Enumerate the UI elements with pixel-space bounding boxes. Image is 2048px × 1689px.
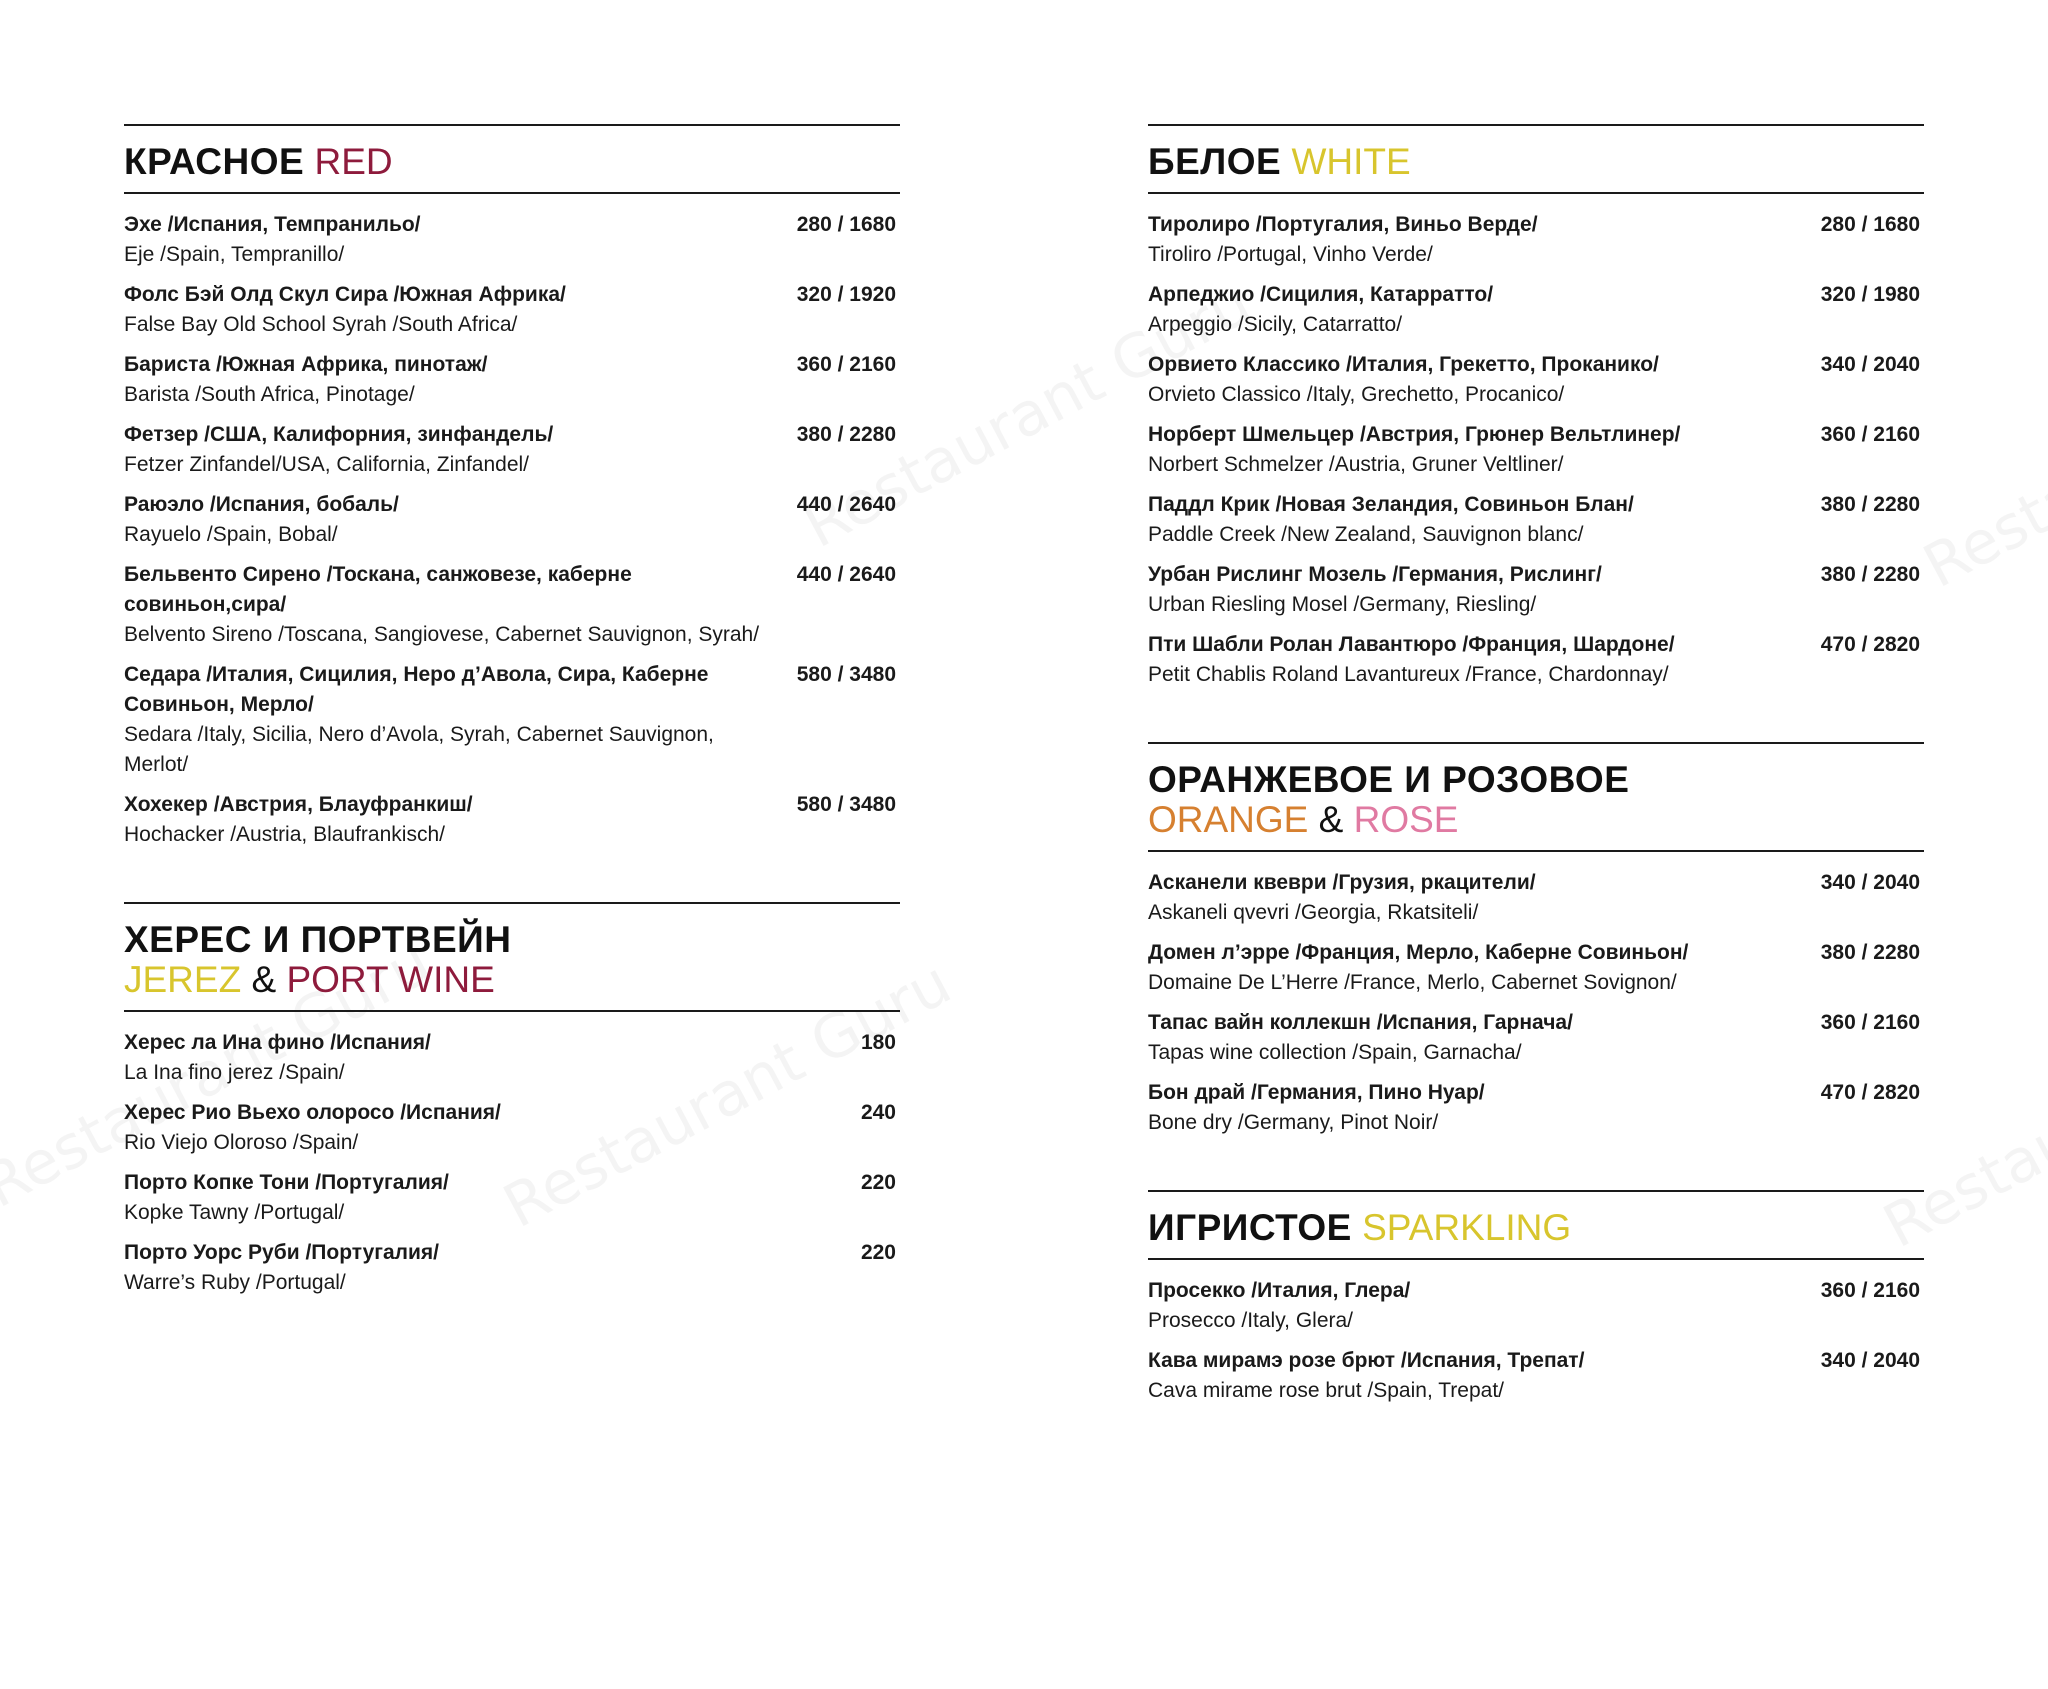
- wine-name-ru: Урбан Рислинг Мозель /Германия, Рислинг/: [1148, 563, 1602, 586]
- wine-item: [124, 210, 900, 270]
- wine-list: [1148, 1260, 1924, 1406]
- wine-name-ru: Бельвенто Сирено /Тоскана, санжовезе, каберне совиньон,сира/: [124, 563, 632, 616]
- wine-name-en: Tiroliro /Portugal, Vinho Verde/: [1148, 243, 1433, 266]
- wine-name-ru: Тиролиро /Португалия, Виньо Верде/: [1148, 213, 1538, 236]
- wine-item: [1148, 490, 1924, 550]
- wine-names: [1148, 210, 1788, 270]
- wine-name-ru: Пти Шабли Ролан Лавантюро /Франция, Шардоне/: [1148, 633, 1675, 656]
- wine-item: [1148, 560, 1924, 620]
- title-en: WHITE: [1291, 141, 1411, 182]
- title-en-rose: ROSE: [1353, 799, 1459, 840]
- wine-price: 340 / 2040: [1820, 353, 1920, 376]
- wine-item: [1148, 630, 1924, 690]
- wine-name-en: Rayuelo /Spain, Bobal/: [124, 523, 338, 546]
- wine-name-ru: Кава мирамэ розе брют /Испания, Трепат/: [1148, 1349, 1585, 1372]
- wine-price: 320 / 1980: [1820, 283, 1920, 306]
- wine-names: [1148, 490, 1788, 550]
- wine-names: [1148, 1078, 1788, 1138]
- wine-price: 180: [860, 1031, 896, 1054]
- wine-item: [1148, 1276, 1924, 1336]
- wine-item: [1148, 1008, 1924, 1068]
- wine-item: [124, 350, 900, 410]
- title-ru: ХЕРЕС И ПОРТВЕЙН: [124, 919, 512, 960]
- title-amp: &: [1318, 799, 1344, 840]
- wine-price: 440 / 2640: [796, 563, 896, 586]
- wine-item: [124, 1028, 900, 1088]
- wine-name-en: Cava mirame rose brut /Spain, Trepat/: [1148, 1379, 1504, 1402]
- right-column: [1148, 124, 1924, 1458]
- wine-price: 220: [860, 1171, 896, 1194]
- wine-price: 360 / 2160: [1820, 1279, 1920, 1302]
- wine-names: [1148, 1346, 1788, 1406]
- wine-name-en: Orvieto Classico /Italy, Grechetto, Procanico/: [1148, 383, 1565, 406]
- section-title-sparkling: [1148, 1208, 1924, 1260]
- wine-names: [124, 790, 764, 850]
- wine-name-ru: Хохекер /Австрия, Блауфранкиш/: [124, 793, 473, 816]
- section-orange-rose: [1148, 742, 1924, 1138]
- section-title-white: [1148, 142, 1924, 194]
- wine-name-en: Sedara /Italy, Sicilia, Nero d’Avola, Syrah, Cabernet Sauvignon, Merlot/: [124, 723, 714, 776]
- wine-price: 470 / 2820: [1820, 1081, 1920, 1104]
- watermark-text: [1913, 308, 2048, 602]
- wine-item: [1148, 1078, 1924, 1138]
- wine-name-ru: Асканели квеври /Грузия, ркацители/: [1148, 871, 1536, 894]
- wine-name-en: Kopke Tawny /Portugal/: [124, 1201, 345, 1224]
- title-en: RED: [314, 141, 393, 182]
- wine-item: [1148, 868, 1924, 928]
- title-en: SPARKLING: [1362, 1207, 1572, 1248]
- wine-list: [124, 194, 900, 850]
- wine-item: [1148, 1346, 1924, 1406]
- wine-names: [124, 210, 764, 270]
- wine-name-en: Arpeggio /Sicily, Catarratto/: [1148, 313, 1403, 336]
- wine-names: [1148, 1008, 1788, 1068]
- wine-name-en: La Ina fino jerez /Spain/: [124, 1061, 345, 1084]
- title-ru: БЕЛОЕ: [1148, 141, 1282, 182]
- wine-names: [124, 280, 764, 340]
- wine-name-ru: Арпеджио /Сицилия, Катарратто/: [1148, 283, 1494, 306]
- wine-list: [1148, 852, 1924, 1138]
- wine-name-en: Fetzer Zinfandel/USA, California, Zinfandel/: [124, 453, 530, 476]
- wine-names: [1148, 560, 1788, 620]
- wine-item: [1148, 350, 1924, 410]
- section-sparkling: [1148, 1190, 1924, 1406]
- wine-item: [124, 1098, 900, 1158]
- wine-price: 360 / 2160: [1820, 423, 1920, 446]
- wine-item: [124, 280, 900, 340]
- wine-name-en: Askaneli qvevri /Georgia, Rkatsiteli/: [1148, 901, 1479, 924]
- wine-name-en: Rio Viejo Oloroso /Spain/: [124, 1131, 359, 1154]
- title-en-port: PORT WINE: [286, 959, 495, 1000]
- wine-list: [1148, 194, 1924, 690]
- wine-name-ru: Порто Копке Тони /Португалия/: [124, 1171, 449, 1194]
- wine-name-ru: Бариста /Южная Африка, пинотаж/: [124, 353, 488, 376]
- wine-name-en: Eje /Spain, Tempranillo/: [124, 243, 345, 266]
- wine-item: [1148, 210, 1924, 270]
- title-en-jerez: JEREZ: [124, 959, 242, 1000]
- wine-price: 360 / 2160: [796, 353, 896, 376]
- wine-name-ru: Норберт Шмельцер /Австрия, Грюнер Вельтлинер/: [1148, 423, 1681, 446]
- wine-name-ru: Просекко /Италия, Глера/: [1148, 1279, 1411, 1302]
- wine-item: [124, 490, 900, 550]
- wine-item: [124, 1168, 900, 1228]
- wine-name-ru: Фетзер /США, Калифорния, зинфандель/: [124, 423, 554, 446]
- wine-price: 380 / 2280: [796, 423, 896, 446]
- wine-item: [1148, 280, 1924, 340]
- section-title-jerez-port: [124, 920, 900, 1012]
- wine-price: 280 / 1680: [1820, 213, 1920, 236]
- wine-name-en: Petit Chablis Roland Lavantureux /France, Chardonnay/: [1148, 663, 1669, 686]
- wine-price: 240: [860, 1101, 896, 1124]
- wine-name-en: Bone dry /Germany, Pinot Noir/: [1148, 1111, 1439, 1134]
- wine-price: 440 / 2640: [796, 493, 896, 516]
- wine-name-en: Paddle Creek /New Zealand, Sauvignon blanc/: [1148, 523, 1584, 546]
- wine-name-en: Urban Riesling Mosel /Germany, Riesling/: [1148, 593, 1537, 616]
- wine-price: 380 / 2280: [1820, 941, 1920, 964]
- title-en-orange: ORANGE: [1148, 799, 1309, 840]
- wine-names: [1148, 280, 1788, 340]
- wine-names: [1148, 630, 1788, 690]
- wine-item: [1148, 938, 1924, 998]
- wine-name-en: Hochacker /Austria, Blaufrankisch/: [124, 823, 445, 846]
- section-title-orange-rose: [1148, 760, 1924, 852]
- wine-list: [124, 1012, 900, 1298]
- wine-names: [124, 560, 764, 650]
- wine-name-ru: Седара /Италия, Сицилия, Неро д’Авола, Сира, Каберне Совиньон, Мерло/: [124, 663, 709, 716]
- wine-names: [124, 1168, 764, 1228]
- section-title-red: [124, 142, 900, 194]
- wine-item: [1148, 420, 1924, 480]
- wine-names: [124, 1098, 764, 1158]
- wine-name-ru: Фолс Бэй Олд Скул Сира /Южная Африка/: [124, 283, 566, 306]
- title-ru: ОРАНЖЕВОЕ И РОЗОВОЕ: [1148, 759, 1630, 800]
- section-white: [1148, 124, 1924, 690]
- wine-names: [124, 420, 764, 480]
- wine-names: [124, 490, 764, 550]
- wine-price: 220: [860, 1241, 896, 1264]
- wine-price: 380 / 2280: [1820, 493, 1920, 516]
- wine-names: [1148, 1276, 1788, 1336]
- wine-name-ru: Херес Рио Вьехо олоросо /Испания/: [124, 1101, 501, 1124]
- wine-price: 360 / 2160: [1820, 1011, 1920, 1034]
- wine-name-ru: Бон драй /Германия, Пино Нуар/: [1148, 1081, 1485, 1104]
- wine-name-ru: Порто Уорс Руби /Португалия/: [124, 1241, 440, 1264]
- wine-name-ru: Домен л’эрре /Франция, Мерло, Каберне Совиньон/: [1148, 941, 1689, 964]
- wine-price: 470 / 2820: [1820, 633, 1920, 656]
- left-column: [124, 124, 900, 1350]
- wine-item: [124, 1238, 900, 1298]
- wine-item: [124, 790, 900, 850]
- wine-price: 580 / 3480: [796, 663, 896, 686]
- section-jerez-port: [124, 902, 900, 1298]
- wine-name-ru: Паддл Крик /Новая Зеландия, Совиньон Блан/: [1148, 493, 1634, 516]
- title-ru: ИГРИСТОЕ: [1148, 1207, 1352, 1248]
- wine-names: [1148, 938, 1788, 998]
- wine-item: [124, 420, 900, 480]
- wine-name-en: Belvento Sireno /Toscana, Sangiovese, Cabernet Sauvignon, Syrah/: [124, 623, 760, 646]
- wine-price: 340 / 2040: [1820, 871, 1920, 894]
- wine-names: [124, 1238, 764, 1298]
- wine-name-ru: Херес ла Ина фино /Испания/: [124, 1031, 431, 1054]
- title-amp: &: [251, 959, 277, 1000]
- wine-item: [124, 560, 900, 650]
- title-ru: КРАСНОЕ: [124, 141, 305, 182]
- wine-name-ru: Орвието Классико /Италия, Грекетто, Проканико/: [1148, 353, 1659, 376]
- wine-name-en: Tapas wine collection /Spain, Garnacha/: [1148, 1041, 1522, 1064]
- wine-names: [1148, 868, 1788, 928]
- wine-price: 280 / 1680: [796, 213, 896, 236]
- wine-name-en: Domaine De L’Herre /France, Merlo, Cabernet Sovignon/: [1148, 971, 1677, 994]
- wine-price: 580 / 3480: [796, 793, 896, 816]
- wine-names: [124, 660, 764, 780]
- wine-name-en: Barista /South Africa, Pinotage/: [124, 383, 415, 406]
- wine-name-en: Prosecco /Italy, Glera/: [1148, 1309, 1354, 1332]
- wine-names: [1148, 420, 1788, 480]
- wine-price: 380 / 2280: [1820, 563, 1920, 586]
- wine-names: [124, 350, 764, 410]
- wine-name-ru: Тапас вайн коллекшн /Испания, Гарнача/: [1148, 1011, 1573, 1034]
- wine-price: 340 / 2040: [1820, 1349, 1920, 1372]
- section-red: [124, 124, 900, 850]
- wine-name-en: Norbert Schmelzer /Austria, Gruner Veltliner/: [1148, 453, 1564, 476]
- wine-item: [124, 660, 900, 780]
- wine-name-ru: Эхе /Испания, Темпранильо/: [124, 213, 421, 236]
- wine-names: [1148, 350, 1788, 410]
- wine-names: [124, 1028, 764, 1088]
- wine-name-en: Warre’s Ruby /Portugal/: [124, 1271, 346, 1294]
- wine-price: 320 / 1920: [796, 283, 896, 306]
- wine-name-ru: Раюэло /Испания, бобаль/: [124, 493, 399, 516]
- wine-name-en: False Bay Old School Syrah /South Africa/: [124, 313, 518, 336]
